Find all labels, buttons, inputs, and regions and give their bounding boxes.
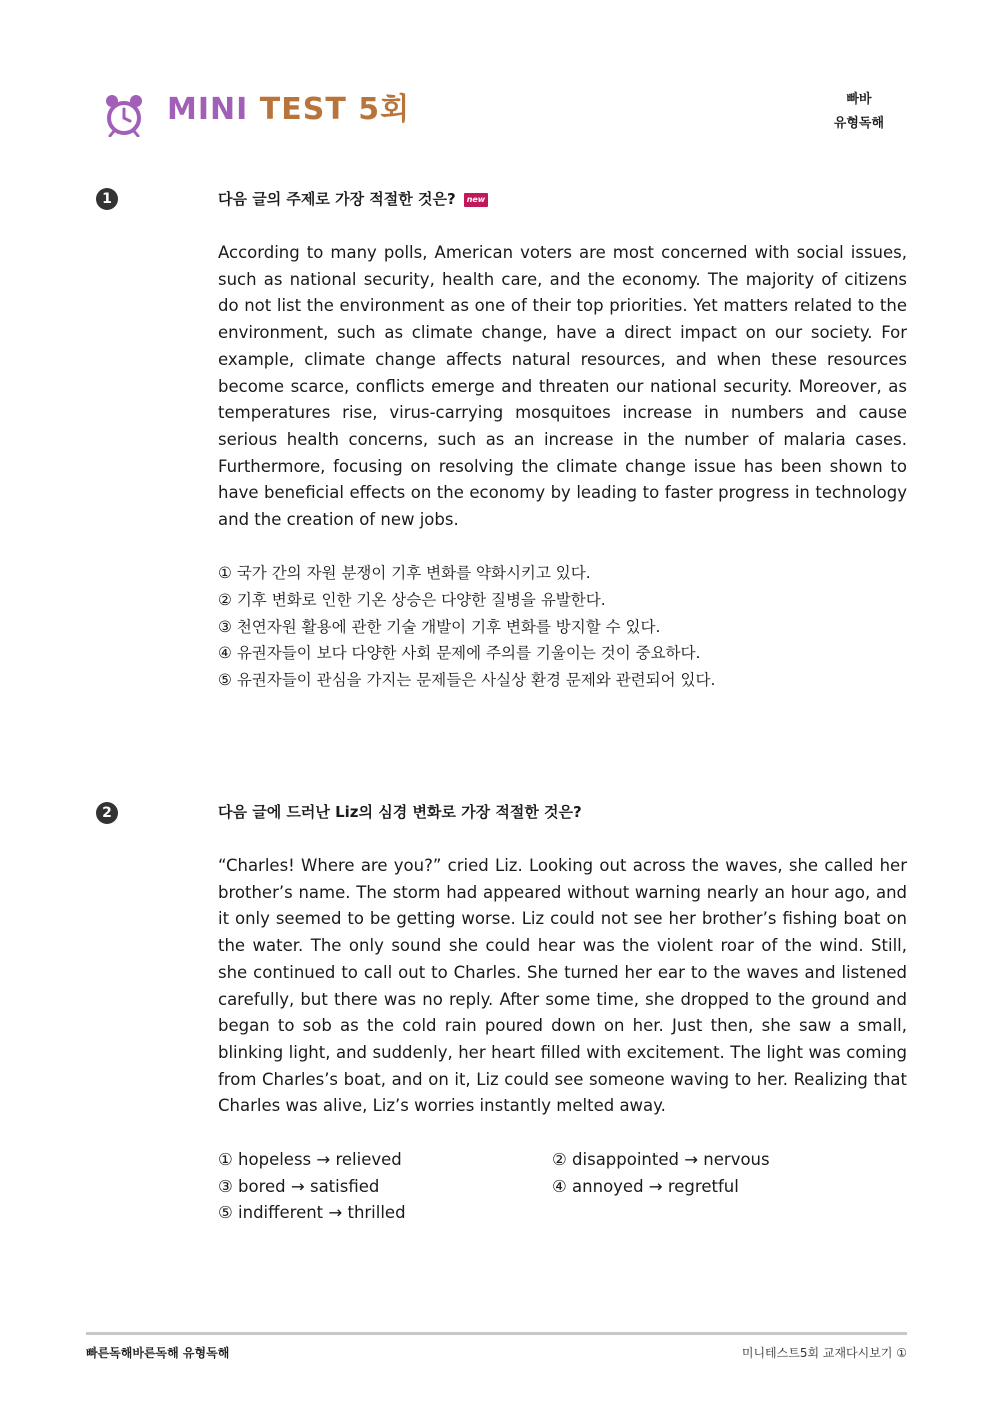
footer-book-title: 빠른독해바른독해 유형독해 <box>86 1346 230 1360</box>
question-2-passage: “Charles! Where are you?” cried Liz. Looking out across the waves, she called her brother’s name. The storm had appeared without warning nearly an hour ago, and it only seemed to be getting worse. Liz could not see her brother’s fishing boat on the water. The only sound she could hear was the violent roar of the wind. Still, she continued to call out to Charles. She turned her ear to the waves and listened carefully, but there was no reply. After some time, she dropped to the ground and began to sob as the cold rain poured down on her. Just then, she saw a small, blinking light, and suddenly, her heart filled with excitement. The light was coming from Charles’s boat, and on it, Liz could see someone waving to her. Realizing that Charles was alive, Liz’s worries instantly melted away. <box>218 856 907 1116</box>
footer-page-label: 미니테스트5회 교재다시보기 ① <box>741 1346 907 1360</box>
question-2-number: 2 <box>96 802 118 824</box>
question-1-option-3[interactable]: ③ 천연자원 활용에 관한 기술 개발이 기후 변화를 방지할 수 있다. <box>218 617 661 636</box>
book-label-line1: 빠바 <box>846 92 872 107</box>
book-label <box>834 88 884 136</box>
title-test: TEST 5회 <box>259 92 411 127</box>
question-2-option-5[interactable]: ⑤ indifferent → thrilled <box>218 1203 406 1222</box>
question-2-option-2[interactable]: ② disappointed → nervous <box>552 1150 770 1169</box>
question-1-option-4[interactable]: ④ 유권자들이 보다 다양한 사회 문제에 주의를 기울이는 것이 중요하다. <box>218 644 701 663</box>
title-mini: MINI <box>167 92 249 127</box>
alarm-clock-icon <box>104 93 144 137</box>
question-1-prompt-text: 다음 글의 주제로 가장 적절한 것은? <box>218 190 456 208</box>
new-badge: new <box>464 193 489 207</box>
question-1-option-1[interactable]: ① 국가 간의 자원 분쟁이 기후 변화를 약화시키고 있다. <box>218 564 591 582</box>
page-title <box>167 90 410 130</box>
book-label-line2: 유형독해 <box>833 116 884 131</box>
question-2-option-3[interactable]: ③ bored → satisfied <box>218 1177 380 1196</box>
question-2-option-1[interactable]: ① hopeless → relieved <box>218 1150 402 1169</box>
question-1-passage: According to many polls, American voters are most concerned with social issues, such as national security, health care, and the economy. The majority of citizens do not list the environment as one of their top priorities. Yet matters related to the environment, such as climate change, have a direct impact on our society. For example, climate change affects natural resources, and when these resources become scarce, conflicts emerge and threaten our national security. Moreover, as temperatures rise, virus-carrying mosquitoes increase in numbers and cause serious health concerns, such as an increase in the number of malaria cases. Furthermore, focusing on resolving the climate change issue has been shown to have beneficial effects on the economy by leading to faster progress in technology and the creation of new jobs. <box>218 243 907 530</box>
question-1-options <box>218 560 918 694</box>
footer-divider <box>86 1332 907 1335</box>
question-1-option-5[interactable]: ⑤ 유권자들이 관심을 가지는 문제들은 사실상 환경 문제와 관련되어 있다. <box>218 671 716 690</box>
question-2-prompt: 다음 글에 드러난 Liz의 심경 변화로 가장 적절한 것은? <box>218 803 582 821</box>
question-1-prompt <box>218 188 488 210</box>
question-1-option-2[interactable]: ② 기후 변화로 인한 기온 상승은 다양한 질병을 유발한다. <box>218 590 606 609</box>
question-2-option-4[interactable]: ④ annoyed → regretful <box>552 1177 739 1196</box>
question-1-number: 1 <box>96 188 118 210</box>
